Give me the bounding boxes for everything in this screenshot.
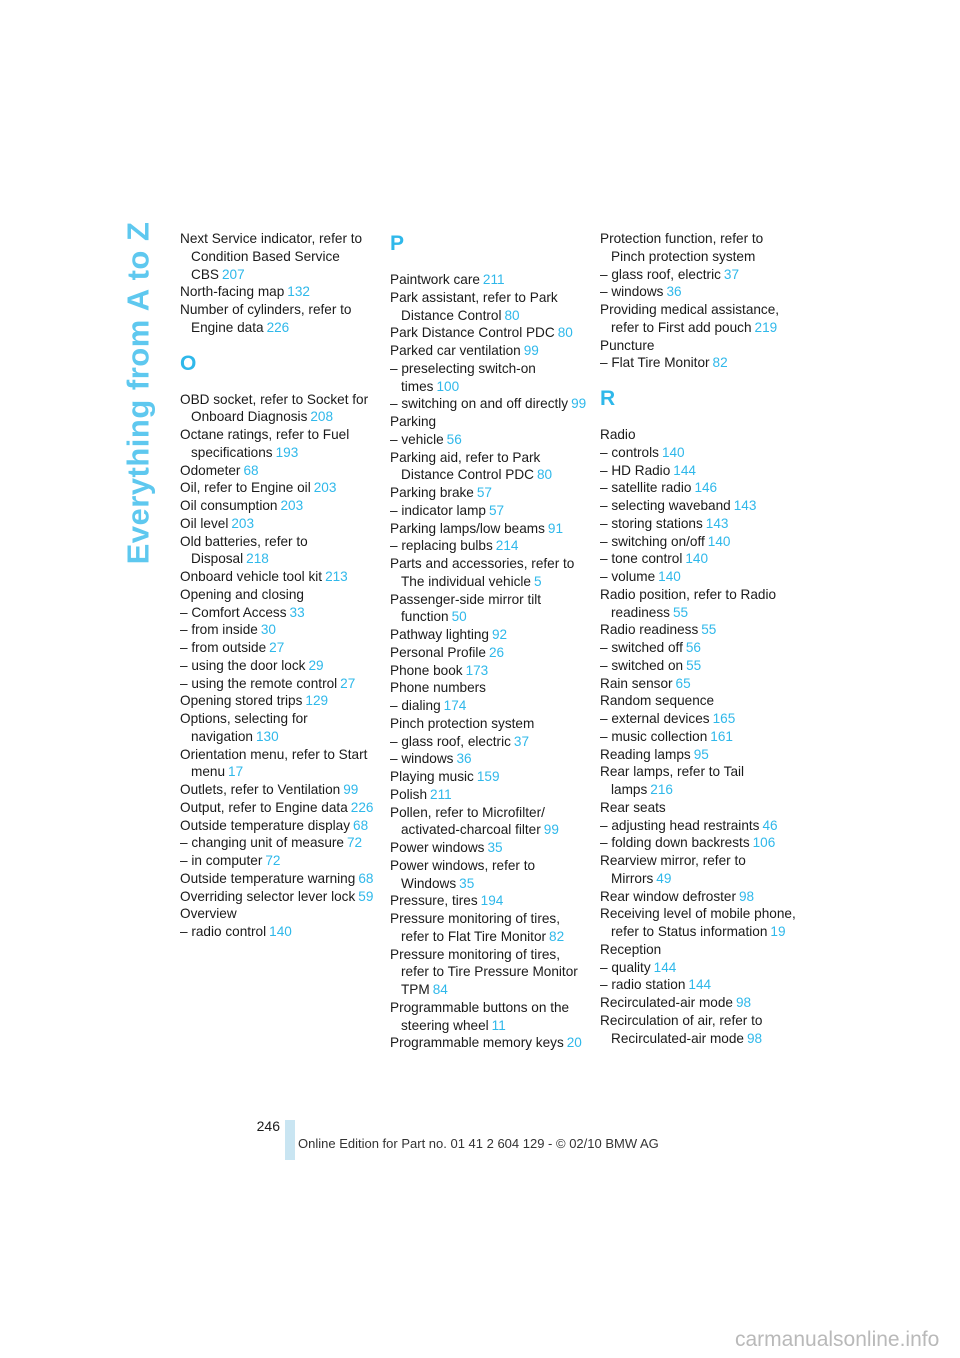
index-entry bbox=[600, 1012, 800, 1048]
page-reference-link[interactable]: 17 bbox=[228, 764, 244, 780]
index-entry bbox=[180, 817, 380, 835]
index-entry-text: – changing unit of measure bbox=[180, 835, 344, 851]
index-entry-text: Programmable memory keys bbox=[390, 1035, 564, 1051]
index-entry bbox=[390, 733, 590, 751]
index-entry-text: Radio position, refer to Radio readiness bbox=[600, 586, 777, 620]
page-reference-link[interactable]: 99 bbox=[571, 396, 587, 412]
page-reference-link[interactable]: 165 bbox=[712, 711, 736, 726]
index-entry-text: – replacing bulbs bbox=[390, 538, 493, 554]
index-entry-text: – from inside bbox=[180, 622, 258, 638]
index-entry-text: Parking lamps/low beams bbox=[390, 520, 545, 536]
page-reference-link[interactable]: 36 bbox=[666, 284, 682, 300]
index-entry bbox=[180, 586, 380, 604]
index-entry bbox=[180, 781, 380, 799]
page-reference-link[interactable]: 82 bbox=[549, 928, 565, 944]
index-entry bbox=[180, 283, 380, 301]
index-letter-heading: O bbox=[180, 351, 197, 375]
page-reference-link[interactable]: 98 bbox=[739, 888, 755, 904]
index-entry bbox=[180, 923, 380, 941]
index-entry-text: – from outside bbox=[180, 640, 267, 655]
index-entry-text: Phone book bbox=[390, 662, 463, 678]
index-entry bbox=[600, 337, 800, 355]
index-entry-text: Phone numbers bbox=[390, 680, 486, 696]
page-reference-link[interactable]: 80 bbox=[504, 307, 520, 323]
index-entry bbox=[180, 675, 380, 693]
page-reference-link[interactable]: 11 bbox=[491, 1017, 506, 1033]
index-entry bbox=[180, 515, 380, 533]
index-entry bbox=[180, 639, 380, 657]
index-entry bbox=[390, 289, 590, 325]
index-entry bbox=[390, 644, 590, 662]
page-reference-link[interactable]: 55 bbox=[672, 604, 689, 620]
page-reference-link[interactable]: 68 bbox=[358, 870, 374, 886]
index-entry-text: – glass roof, electric bbox=[600, 266, 721, 282]
page-reference-link[interactable]: 203 bbox=[313, 480, 337, 496]
index-entry-text: – switching on and off directly bbox=[390, 396, 569, 412]
page-reference-link[interactable]: 211 bbox=[482, 272, 505, 287]
index-entry-text: – controls bbox=[600, 444, 659, 460]
page-reference-link[interactable]: 56 bbox=[685, 640, 701, 655]
index-entry-text: Oil consumption bbox=[180, 498, 278, 513]
index-entry-text: Parking aid, refer to Park Distance Control PDC bbox=[390, 449, 541, 483]
index-entry-text: Puncture bbox=[600, 337, 655, 353]
index-entry bbox=[600, 710, 800, 728]
footer-accent-bar bbox=[285, 1120, 295, 1160]
page-reference-link[interactable]: 57 bbox=[476, 485, 492, 500]
page-reference-link[interactable]: 130 bbox=[255, 728, 279, 744]
index-entry-text: Overriding selector lever lock bbox=[180, 888, 356, 904]
page-reference-link[interactable]: 208 bbox=[310, 409, 334, 425]
index-entry bbox=[390, 537, 590, 555]
index-entry-text: – switched on bbox=[600, 657, 684, 673]
index-entry bbox=[390, 449, 590, 485]
page-reference-link[interactable]: 57 bbox=[488, 502, 505, 518]
index-entry bbox=[390, 360, 590, 396]
page-reference-link[interactable]: 5 bbox=[533, 573, 542, 589]
index-entry-text: – radio control bbox=[180, 924, 267, 939]
page-reference-link[interactable]: 99 bbox=[343, 782, 359, 797]
index-entry bbox=[390, 679, 590, 697]
index-entry bbox=[390, 946, 590, 999]
index-entry bbox=[180, 462, 380, 480]
index-entry-text: Rear seats bbox=[600, 799, 666, 815]
index-entry bbox=[600, 888, 800, 906]
page-reference-link[interactable]: 226 bbox=[350, 799, 374, 815]
index-entry bbox=[600, 266, 800, 284]
index-entry-text: Number of cylinders, refer to Engine data bbox=[180, 302, 352, 335]
index-entry-text: – storing stations bbox=[600, 515, 703, 531]
page-reference-link[interactable]: 146 bbox=[694, 480, 718, 496]
page-reference-link[interactable]: 35 bbox=[487, 840, 503, 855]
page-reference-link[interactable]: 143 bbox=[733, 498, 757, 513]
index-entry bbox=[600, 283, 800, 301]
index-entry bbox=[600, 675, 800, 693]
page-reference-link[interactable]: 91 bbox=[547, 520, 564, 536]
index-entry bbox=[600, 639, 800, 657]
index-entry bbox=[390, 804, 590, 840]
page-reference-link[interactable]: 140 bbox=[658, 569, 681, 584]
index-entry bbox=[600, 444, 800, 462]
index-entry-text: Outside temperature display bbox=[180, 817, 351, 833]
index-entry-text: Programmable buttons on the steering wheel bbox=[390, 999, 570, 1033]
index-entry bbox=[600, 301, 800, 337]
index-entry-text: Old batteries, refer to Disposal bbox=[180, 533, 308, 567]
index-entry bbox=[600, 497, 800, 515]
page-reference-link[interactable]: 203 bbox=[280, 498, 304, 513]
page-reference-link[interactable]: 144 bbox=[653, 959, 677, 975]
page-reference-link[interactable]: 37 bbox=[513, 733, 530, 749]
index-entry-text: Outlets, refer to Ventilation bbox=[180, 782, 341, 797]
index-entry-text: – music collection bbox=[600, 728, 708, 744]
index-entry-text: Recirculation of air, refer to Recirculated-air mode bbox=[600, 1012, 763, 1046]
index-entry-text: Power windows, refer to Windows bbox=[390, 857, 536, 891]
index-entry bbox=[600, 799, 800, 817]
index-column-3 bbox=[600, 230, 800, 1047]
index-entry-text: Polish bbox=[390, 786, 428, 802]
index-entry bbox=[390, 413, 590, 431]
index-entry-text: Octane ratings, refer to Fuel specifications bbox=[180, 427, 350, 460]
index-entry-text: Opening and closing bbox=[180, 586, 304, 602]
page-reference-link[interactable]: 98 bbox=[746, 1030, 763, 1046]
page-reference-link[interactable]: 68 bbox=[353, 817, 369, 833]
index-entry-text: – switched off bbox=[600, 640, 683, 655]
index-entry-text: Reception bbox=[600, 941, 662, 957]
page-reference-link[interactable]: 219 bbox=[754, 319, 778, 335]
page-reference-link[interactable]: 99 bbox=[523, 343, 539, 358]
index-entry bbox=[180, 692, 380, 710]
page-reference-link[interactable]: 33 bbox=[289, 604, 305, 620]
index-entry bbox=[600, 834, 800, 852]
index-entry-text: Oil, refer to Engine oil bbox=[180, 480, 311, 496]
page-reference-link[interactable]: 46 bbox=[762, 817, 778, 833]
page-reference-link[interactable]: 140 bbox=[269, 924, 292, 939]
index-entry-text: – preselecting switch-on times bbox=[390, 360, 536, 394]
index-entry-text: Passenger-side mirror tilt function bbox=[390, 591, 542, 625]
page-reference-link[interactable]: 35 bbox=[459, 875, 475, 891]
index-entry-text: Pressure monitoring of tires, refer to Tire Pressure Monitor TPM bbox=[390, 946, 578, 997]
index-entry bbox=[600, 479, 800, 497]
page-reference-link[interactable]: 56 bbox=[446, 431, 462, 447]
index-entry-text: Protection function, refer to Pinch protection system bbox=[600, 231, 764, 264]
index-entry bbox=[180, 710, 380, 746]
page-reference-link[interactable]: 140 bbox=[661, 444, 685, 460]
index-entry bbox=[180, 533, 380, 569]
page-reference-link[interactable]: 80 bbox=[557, 325, 573, 341]
page-reference-link[interactable]: 36 bbox=[456, 751, 472, 767]
page-reference-link[interactable]: 72 bbox=[265, 853, 281, 868]
page-reference-link[interactable]: 80 bbox=[536, 467, 553, 483]
index-entry bbox=[600, 550, 800, 568]
index-entry-text: Rear window defroster bbox=[600, 888, 736, 904]
index-entry-text: Reading lamps bbox=[600, 746, 691, 762]
index-entry bbox=[600, 426, 800, 444]
index-entry-text: – Flat Tire Monitor bbox=[600, 355, 710, 371]
page-reference-link[interactable]: 140 bbox=[685, 551, 709, 567]
index-entry bbox=[600, 852, 800, 888]
page-reference-link[interactable]: 194 bbox=[480, 893, 504, 909]
index-entry-text: – indicator lamp bbox=[390, 502, 486, 518]
page-reference-link[interactable]: 92 bbox=[492, 627, 508, 642]
index-entry-text: Rear lamps, refer to Tail lamps bbox=[600, 764, 745, 797]
page-reference-link[interactable]: 72 bbox=[347, 835, 363, 851]
index-entry bbox=[600, 462, 800, 480]
index-entry-text: – quality bbox=[600, 959, 651, 975]
page-reference-link[interactable]: 144 bbox=[688, 977, 712, 993]
index-entry bbox=[180, 746, 380, 782]
index-entry-text: Output, refer to Engine data bbox=[180, 799, 348, 815]
page-reference-link[interactable]: 82 bbox=[712, 355, 728, 371]
index-entry-text: – using the remote control bbox=[180, 675, 338, 691]
index-entry bbox=[180, 657, 380, 675]
index-entry-text: – vehicle bbox=[390, 431, 444, 447]
page-reference-link[interactable]: 50 bbox=[451, 609, 467, 625]
page-reference-link[interactable]: 99 bbox=[543, 822, 559, 838]
index-entry bbox=[390, 555, 590, 591]
page-reference-link[interactable]: 140 bbox=[707, 533, 731, 549]
section-title-text: Everything from A to Z bbox=[120, 221, 156, 565]
index-entry-text: – volume bbox=[600, 569, 656, 584]
page-reference-link[interactable]: 106 bbox=[752, 835, 776, 851]
page-reference-link[interactable]: 214 bbox=[495, 538, 519, 554]
index-entry-text: Pollen, refer to Microfilter/ activated-charcoal filter bbox=[390, 804, 545, 838]
page-reference-link[interactable]: 49 bbox=[656, 870, 672, 886]
index-entry-text: Pathway lighting bbox=[390, 627, 489, 642]
index-entry bbox=[600, 728, 800, 746]
index-entry bbox=[600, 230, 800, 266]
index-entry-text: Orientation menu, refer to Start menu bbox=[180, 746, 368, 780]
index-entry-text: – dialing bbox=[390, 698, 441, 713]
index-entry bbox=[600, 568, 800, 586]
index-entry bbox=[390, 662, 590, 680]
watermark: carmanualsonline.info bbox=[735, 1328, 940, 1351]
index-entry-text: Radio readiness bbox=[600, 622, 699, 638]
index-entry-text: Playing music bbox=[390, 769, 474, 784]
index-entry bbox=[390, 271, 590, 289]
index-entry bbox=[180, 852, 380, 870]
index-entry-text: – windows bbox=[390, 751, 454, 767]
index-entry bbox=[390, 910, 590, 946]
index-entry-text: Providing medical assistance, refer to First add pouch bbox=[600, 302, 780, 335]
index-entry bbox=[180, 391, 380, 427]
page-reference-link[interactable]: 95 bbox=[693, 746, 709, 762]
index-entry-text: Next Service indicator, refer to Condition Based Service CBS bbox=[180, 231, 363, 282]
index-entry bbox=[600, 533, 800, 551]
index-entry-text: Recirculated-air mode bbox=[600, 995, 733, 1010]
index-entry bbox=[390, 502, 590, 520]
page-reference-link[interactable]: 143 bbox=[705, 515, 729, 531]
index-entry-text: OBD socket, refer to Socket for Onboard Diagnosis bbox=[180, 391, 369, 425]
index-entry bbox=[600, 586, 800, 622]
index-entry-text: North-facing map bbox=[180, 284, 285, 300]
index-entry-text: Radio bbox=[600, 427, 636, 442]
index-entry bbox=[180, 834, 380, 852]
index-entry bbox=[390, 431, 590, 449]
index-entry bbox=[180, 604, 380, 622]
index-entry bbox=[180, 301, 380, 337]
index-entry-text: – glass roof, electric bbox=[390, 733, 511, 749]
index-entry bbox=[390, 520, 590, 538]
index-entry-text: – using the door lock bbox=[180, 657, 306, 673]
index-entry-text: Power windows bbox=[390, 840, 485, 855]
index-entry-text: Overview bbox=[180, 906, 237, 922]
index-entry bbox=[600, 941, 800, 959]
index-entry-text: Oil level bbox=[180, 515, 229, 531]
page-reference-link[interactable]: 65 bbox=[675, 675, 691, 691]
index-entry-text: Parts and accessories, refer to The individual vehicle bbox=[390, 556, 575, 589]
index-entry bbox=[600, 994, 800, 1012]
index-column-1 bbox=[180, 230, 380, 941]
index-entry bbox=[180, 870, 380, 888]
page-reference-link[interactable]: 211 bbox=[430, 786, 452, 802]
page-reference-link[interactable]: 55 bbox=[701, 622, 717, 638]
page-reference-link[interactable]: 207 bbox=[221, 266, 245, 282]
index-entry-text: Receiving level of mobile phone, refer to Status information bbox=[600, 906, 796, 939]
index-entry-text: – HD Radio bbox=[600, 462, 671, 478]
index-entry bbox=[600, 763, 800, 799]
page-reference-link[interactable]: 68 bbox=[243, 462, 259, 478]
section-title-vertical bbox=[118, 221, 158, 565]
index-entry bbox=[390, 626, 590, 644]
index-entry bbox=[180, 799, 380, 817]
index-entry bbox=[390, 1034, 590, 1052]
page-reference-link[interactable]: 213 bbox=[325, 569, 348, 584]
index-entry bbox=[390, 715, 590, 733]
page-reference-link[interactable]: 29 bbox=[308, 657, 324, 673]
index-entry-text: – adjusting head restraints bbox=[600, 817, 760, 833]
index-entry bbox=[390, 697, 590, 715]
index-entry bbox=[180, 905, 380, 923]
page-reference-link[interactable]: 100 bbox=[436, 378, 460, 394]
page-reference-link[interactable]: 59 bbox=[358, 888, 374, 904]
index-entry-text: – radio station bbox=[600, 977, 686, 993]
index-entry-text: Parking bbox=[390, 414, 437, 429]
index-entry bbox=[180, 568, 380, 586]
index-entry-text: Outside temperature warning bbox=[180, 870, 356, 886]
index-entry-text: Odometer bbox=[180, 462, 241, 478]
page-reference-link[interactable]: 84 bbox=[432, 982, 448, 997]
index-entry-text: Pressure, tires bbox=[390, 893, 478, 909]
index-entry bbox=[600, 692, 800, 710]
index-entry-text: – switching on/off bbox=[600, 533, 705, 549]
index-entry bbox=[180, 479, 380, 497]
index-entry-text: – in computer bbox=[180, 853, 263, 868]
index-entry bbox=[390, 750, 590, 768]
index-entry-text: – folding down backrests bbox=[600, 835, 750, 851]
page-reference-link[interactable]: 174 bbox=[443, 698, 467, 713]
index-entry bbox=[600, 976, 800, 994]
index-entry-text: Pressure monitoring of tires, refer to Flat Tire Monitor bbox=[390, 911, 560, 944]
index-entry bbox=[390, 999, 590, 1035]
index-entry bbox=[600, 746, 800, 764]
index-entry bbox=[390, 839, 590, 857]
index-entry-text: – external devices bbox=[600, 711, 710, 726]
page-reference-link[interactable]: 20 bbox=[566, 1035, 582, 1051]
page-reference-link[interactable]: 161 bbox=[710, 728, 733, 744]
index-entry bbox=[180, 888, 380, 906]
index-entry-text: Pinch protection system bbox=[390, 715, 535, 731]
index-letter-heading: P bbox=[390, 232, 405, 255]
page-reference-link[interactable]: 226 bbox=[266, 319, 290, 335]
page-reference-link[interactable]: 55 bbox=[686, 657, 702, 673]
index-entry-text: Opening stored trips bbox=[180, 693, 303, 709]
index-entry bbox=[600, 515, 800, 533]
index-entry bbox=[390, 342, 590, 360]
index-column-2 bbox=[390, 230, 590, 1052]
index-entry-text: Rain sensor bbox=[600, 675, 673, 691]
index-entry-text: Parking brake bbox=[390, 485, 474, 500]
index-entry bbox=[390, 484, 590, 502]
page-reference-link[interactable]: 144 bbox=[673, 462, 696, 478]
index-entry-text: – tone control bbox=[600, 551, 683, 567]
index-entry bbox=[180, 426, 380, 462]
footer-edition-text: Online Edition for Part no. 01 41 2 604 129 - © 02/10 BMW AG bbox=[298, 1136, 659, 1151]
index-entry-text: – selecting waveband bbox=[600, 498, 731, 513]
index-entry-text: Rearview mirror, refer to Mirrors bbox=[600, 853, 746, 886]
index-entry bbox=[390, 892, 590, 910]
page-reference-link[interactable]: 159 bbox=[476, 769, 500, 784]
page-reference-link[interactable]: 129 bbox=[305, 693, 329, 709]
index-entry bbox=[600, 905, 800, 941]
page-reference-link[interactable]: 26 bbox=[488, 644, 505, 660]
page-reference-link[interactable]: 30 bbox=[260, 622, 276, 638]
index-entry bbox=[390, 591, 590, 627]
page-reference-link[interactable]: 173 bbox=[465, 662, 489, 678]
index-entry bbox=[600, 657, 800, 675]
page-reference-link[interactable]: 19 bbox=[770, 924, 786, 939]
index-entry bbox=[600, 817, 800, 835]
index-entry-text: Park assistant, refer to Park Distance Control bbox=[390, 289, 558, 323]
index-entry-text: Parked car ventilation bbox=[390, 343, 521, 358]
index-entry bbox=[600, 354, 800, 372]
index-entry-text: – windows bbox=[600, 284, 664, 300]
index-entry bbox=[390, 857, 590, 893]
index-entry-text: Options, selecting for navigation bbox=[180, 711, 308, 744]
index-entry-text: – Comfort Access bbox=[180, 604, 287, 620]
index-entry bbox=[180, 621, 380, 639]
page-reference-link[interactable]: 203 bbox=[231, 515, 255, 531]
index-entry-text: Random sequence bbox=[600, 693, 715, 709]
page-reference-link[interactable]: 37 bbox=[723, 266, 740, 282]
index-entry bbox=[390, 395, 590, 413]
page-reference-link[interactable]: 193 bbox=[275, 444, 299, 460]
page-reference-link[interactable]: 27 bbox=[340, 675, 356, 691]
index-entry bbox=[390, 786, 590, 804]
index-entry-text: Personal Profile bbox=[390, 644, 486, 660]
index-entry-text: – satellite radio bbox=[600, 480, 692, 496]
index-entry bbox=[600, 621, 800, 639]
index-entry-text: Onboard vehicle tool kit bbox=[180, 569, 323, 584]
page-number: 246 bbox=[256, 1118, 280, 1134]
page-reference-link[interactable]: 27 bbox=[269, 640, 285, 655]
index-entry bbox=[600, 959, 800, 977]
index-entry bbox=[390, 768, 590, 786]
index-entry bbox=[180, 230, 380, 283]
index-entry bbox=[390, 324, 590, 342]
page-reference-link[interactable]: 218 bbox=[246, 551, 269, 567]
index-entry bbox=[180, 497, 380, 515]
index-entry-text: Paintwork care bbox=[390, 272, 480, 287]
page-reference-link[interactable]: 216 bbox=[650, 782, 673, 797]
index-letter-heading: R bbox=[600, 387, 616, 410]
page-reference-link[interactable]: 132 bbox=[287, 284, 310, 300]
page-reference-link[interactable]: 98 bbox=[735, 995, 752, 1010]
index-entry-text: Park Distance Control PDC bbox=[390, 325, 555, 341]
